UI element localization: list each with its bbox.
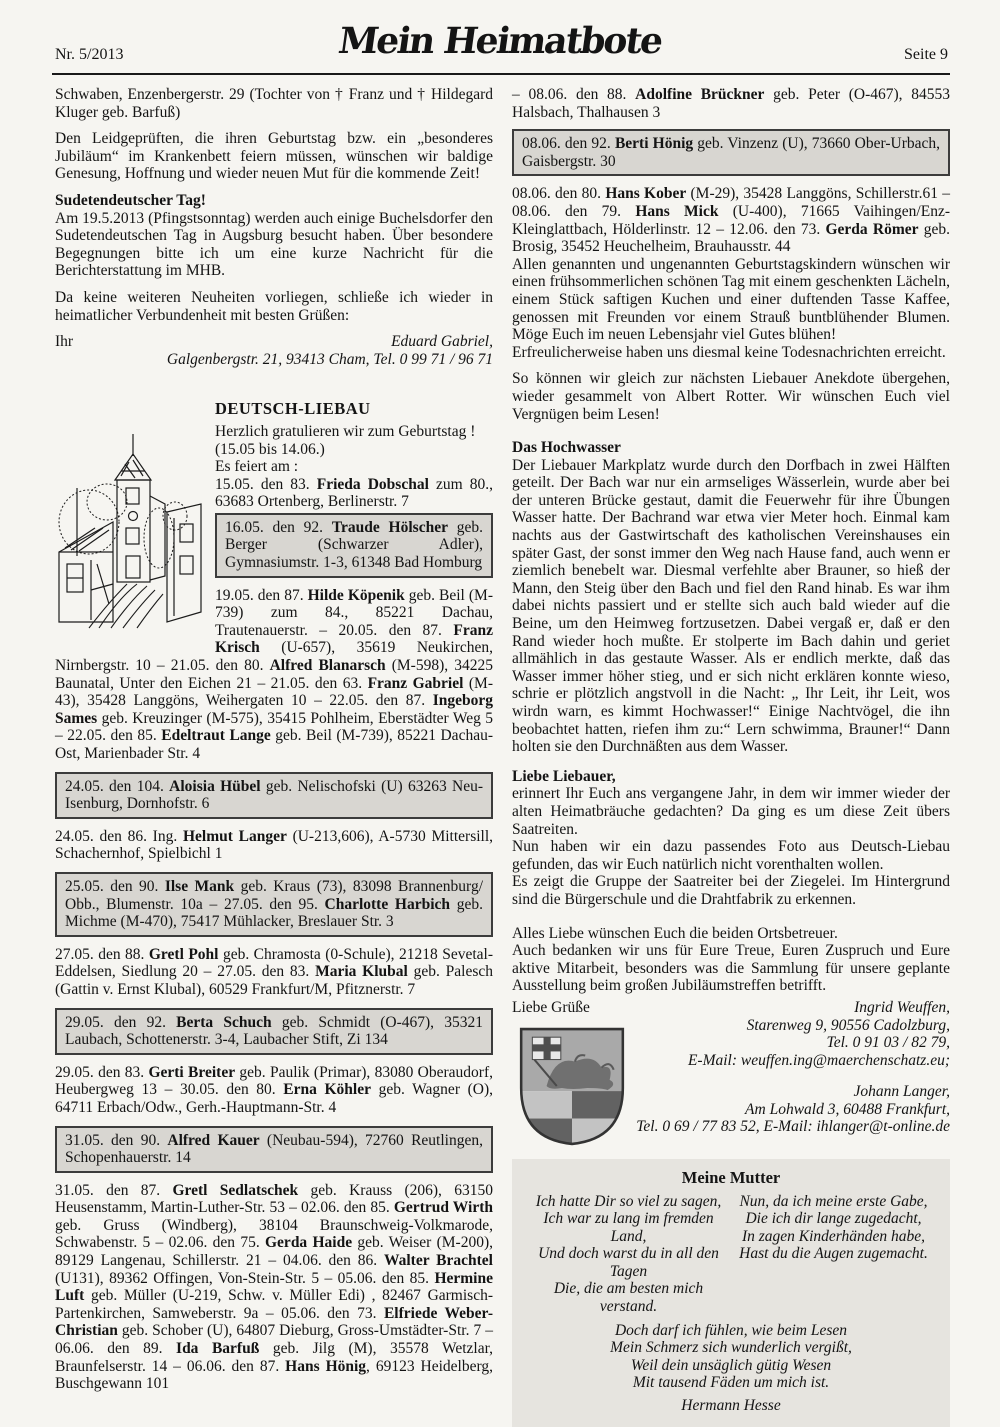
poem-line: In zagen Kinderhänden habe,	[741, 1227, 926, 1245]
page-number: Seite 9	[904, 46, 948, 63]
masthead-title: Mein Heimatbote	[335, 20, 665, 62]
poem-line: Mit tausend Fäden um mich ist.	[632, 1374, 830, 1392]
signature-johann-langer	[512, 1083, 950, 1136]
birthday-entry: 29.05. den 83. Gerti Breiter geb. Paulik (Primar), 83080 Oberaudorf, Heubergweg 13 – 30.05. den 80. Erna Köhler geb. Wagner (O), 64711 Erbach/Odw., Gerh.-Hauptmann-Str. 4	[55, 1063, 493, 1116]
signature-salutation: Ihr	[55, 333, 74, 351]
poem-line: Ich hatte Dir so viel zu sagen,	[535, 1192, 722, 1210]
birthday-highlight-box: 25.05. den 90. Ilse Mank geb. Kraus (73), 83098 Brannenburg/ Obb., Blumenstr. 10a – 27.05. den 95. Charlotte Harbich geb. Michme (M-470), 75417 Mühlacker, Breslauer Str. 3	[55, 872, 493, 937]
paragraph-foto: Nun haben wir ein dazu passendes Foto aus Deutsch-Liebau gefunden, das wir Euch natürlich nicht vorenthalten wollen.	[512, 838, 950, 873]
poem-line: Die, die am besten mich verstand.	[553, 1280, 704, 1316]
signature-eduard-gabriel	[55, 333, 493, 368]
signature-line: Tel. 0 91 03 / 82 79,	[826, 1034, 950, 1052]
signature-address: Galgenbergstr. 21, 93413 Cham, Tel. 0 99 71 / 96 71	[166, 350, 493, 368]
paragraph-leidgepruefte: Den Leidgeprüften, die ihren Geburtstag bzw. ein „besonderes Jubiläum“ im Krankenbett feiern müssen, wünschen wir baldige Genesung, Hoffnung und wieder neuen Mut für die kommende Zeit!	[55, 130, 493, 183]
right-column	[512, 86, 950, 1427]
poem-stanza-center	[526, 1322, 936, 1392]
birthday-entry: 24.05. den 86. Ing. Helmut Langer (U-213,606), A-5730 Mittersill, Schachernhof, Spielbichl 1	[55, 827, 494, 863]
paragraph-saatreiten: erinnert Ihr Euch ans vergangene Jahr, in dem wir immer wieder der alten Heimatbräuche gedachten? Da ging es um diese Zeit übers Saatreiten.	[512, 785, 950, 838]
birthday-highlight-box: 16.05. den 92. Traude Hölscher geb. Berger (Schwarzer Adler), Gymnasiumstr. 1-3, 61348 Bad Homburg	[215, 513, 493, 578]
poem-line: Die ich dir lange zugedacht,	[745, 1210, 922, 1228]
signature-block-ortsbetreuer	[512, 999, 950, 1149]
paragraph-abschluss: Da keine weiteren Neuheiten vorliegen, schließe ich wieder in heimatlicher Verbundenheit mit besten Grüßen:	[55, 288, 493, 324]
signature-line: Am Lohwald 3, 60488 Frankfurt,	[745, 1100, 950, 1118]
birthday-intro-line: Es feiert am :	[215, 458, 299, 476]
birthday-highlight-box: 24.05. den 104. Aloisia Hübel geb. Nelischofski (U) 63263 Neu-Isenburg, Dornhofstr. 6	[55, 772, 493, 819]
birthday-highlight-box: 08.06. den 92. Berti Hönig geb. Vinzenz (U), 73660 Ober-Urbach, Gaisbergstr. 30	[512, 129, 950, 176]
poem-line: Hast du die Augen zugemacht.	[739, 1245, 928, 1263]
heading-liebe-liebauer: Liebe Liebauer,	[512, 767, 616, 785]
heading-sudetendeutscher-tag: Sudetendeutscher Tag!	[55, 191, 206, 209]
poem-author: Hermann Hesse	[681, 1397, 781, 1415]
birthday-entry: 31.05. den 87. Gretl Sedlatschek geb. Krauss (206), 63150 Heusenstamm, Martin-Luther-Str. 53 – 02.06. den 85. Gertrud Wirth geb. Gruss (Windberg), 38104 Braunschweig-Volkmarode, Schwabenstr. 5 – 02.06. den 75. Gerda Haide geb. Weiser (M-200), 89129 Langenau, Schillerstr. 21 – 04.06. den 86. Walter Brachtel (U131), 89362 Offingen, Von-Stein-Str. 5 – 05.06. den 85. Hermine Luft geb. Müller (U-219, Schw. v. Müller Edi) , 82467 Garmisch-Partenkirchen, Samweberstr. 9a – 05.06. den 73. Elfriede Weber-Christian geb. Schober (U), 64807 Dieburg, Gross-Umstädter-Str. 7 – 06.06. den 89. Ida Barfuß geb. Jilg (M), 35578 Wetzlar, Braunfelserstr. 14 – 06.06. den 87. Hans Hönig, 69123 Heidelberg, Buschgewann 101	[55, 1181, 493, 1393]
paragraph-sudetendeutscher-tag: Am 19.5.2013 (Pfingstsonntag) werden auch einige Buchelsdorfer den Sudetendeutschen Tag in Augsburg besucht haben. Über besondere Begegnungen bitte ich um eine kurze Nachricht für die Berichterstattung im MHB.	[55, 209, 493, 280]
paragraph-hochwasser: Der Liebauer Markplatz wurde durch den Dorfbach in zwei Hälften geteilt. Der Bach war nur ein armseliges Wässerlein, wurde aber bei der unteren Brücke gestaut, damit die Feuerwehr für ihre Übungen Wasser hatte. Der Bachrand war etwa vier Meter hoch. Einmal kam nachts aus der Gastwirtschaft des katholischen Vereinshauses ein später Gast, der sonst immer den Weg nach Hause fand, auch wenn er ziemlich benebelt war. Diesmal verfehlte aber Brauner, so hieß der Mann, den Steig über den Bach und fiel den Rand hinab. Es war ihm dabei nichts passiert und er stellte sich auch bald wieder auf die Beine, um den Heimweg fortzusetzen. Dabei vergaß er, daß er den Rand wieder hoch mußte. Er stolperte im Bach dahin und geriet allmählich in das gestaute Wasser. Als er endlich merkte, daß das Wasser immer höher stieg, und er sich nicht erklären konnte wieso, schrie er plötzlich angstvoll in die Nacht: „ Ihr Leit, ihr Leit, wos wirdn warn, es kimmt Hochwasser!“ Einige Nachtvögel, die ihn beobachtet hatten, riefen ihm zu:“ Lern schwimma, Brauner!“ Dann holten sie den Durchnäßten aus dem Wasser.	[512, 456, 950, 756]
birthday-date-range: (15.05 bis 14.06.)	[215, 440, 325, 458]
poem-box-meine-mutter	[512, 1159, 950, 1427]
poem-title: Meine Mutter	[681, 1167, 781, 1187]
signature-line: Johann Langer,	[853, 1082, 950, 1100]
section-deutsch-liebau	[55, 400, 493, 762]
signature-line: Ingrid Weuffen,	[854, 998, 950, 1016]
poem-stanza-right	[731, 1193, 936, 1316]
signature-line: Starenweg 9, 90556 Cadolzburg,	[746, 1016, 950, 1034]
church-street-sketch-image	[55, 424, 205, 630]
section-title-deutsch-liebau: DEUTSCH-LIEBAU	[215, 399, 371, 419]
poem-stanza-left	[526, 1193, 731, 1316]
signature-ingrid-weuffen	[512, 999, 950, 1069]
poem-line: Nun, da ich meine erste Gabe,	[739, 1192, 928, 1210]
paragraph-anekdote: So können wir gleich zur nächsten Liebauer Anekdote übergehen, wieder gesammelt von Albert Rotter. Wir wünschen Euch viel Vergnügen beim Lesen!	[512, 370, 950, 423]
paragraph-todesnachrichten: Erfreulicherweise haben uns diesmal keine Todesnachrichten erreicht.	[512, 343, 946, 361]
poem-stanzas	[526, 1193, 936, 1316]
signature-line: E-Mail: weuffen.ing@maerchenschatz.eu;	[687, 1051, 950, 1069]
birthday-highlight-box: 29.05. den 92. Berta Schuch geb. Schmidt (O-467), 35321 Laubach, Schottenerstr. 3-4, Laubacher Stift, Zi 134	[55, 1008, 493, 1055]
signature-name-address	[167, 333, 493, 368]
paragraph-glueckwuensche: Allen genannten und ungenannten Geburtstagskindern wünschen wir einen frühsommerlichen schönen Tag mit einem geschenkten Lächeln, einem Stück saftigen Kuchen und einer duftenden Tasse Kaffee, genossen mit Freunden vor einem Strauß buntblühender Blumen. Möge Euch im neuen Lebensjahr viel Gutes blühen!	[512, 255, 950, 344]
paragraph-schwaben: Schwaben, Enzenbergerstr. 29 (Tochter von † Franz und † Hildegard Kluger geb. Barfuß)	[55, 86, 493, 121]
poem-line: Mein Schmerz sich wunderlich vergißt,	[610, 1339, 852, 1357]
poem-line: Weil dein unsäglich gütig Wesen	[630, 1356, 832, 1374]
heading-das-hochwasser: Das Hochwasser	[512, 439, 621, 457]
signature-name: Eduard Gabriel,	[391, 333, 493, 351]
poem-line: Und doch warst du in all den Tagen	[538, 1245, 719, 1280]
paragraph-ortsbetreuer: Alles Liebe wünschen Euch die beiden Ortsbetreuer.	[512, 924, 838, 942]
signature-line: Tel. 0 69 / 77 83 52, E-Mail: ihlanger@t-online.de	[636, 1118, 950, 1136]
signature-salutation: Liebe Grüße	[512, 998, 590, 1016]
birthday-entry: – 08.06. den 88. Adolfine Brückner geb. Peter (O-467), 84553 Halsbach, Thalhausen 3	[512, 86, 950, 121]
issue-number: Nr. 5/2013	[55, 46, 124, 63]
birthday-entry: 27.05. den 88. Gretl Pohl geb. Chramosta (0-Schule), 21218 Sevetal-Eddelsen, Siedlung 20 – 27.05. den 83. Maria Klubal geb. Palesch (Gattin v. Ernst Klubal), 60529 Frankfurt/M, Pfitznerstr. 7	[55, 945, 493, 998]
birthday-entry: 15.05. den 83. Frieda Dobschal zum 80., 63683 Ortenberg, Berlinerstr. 7	[215, 475, 493, 511]
header-divider	[52, 73, 950, 75]
poem-line: Ich war zu lang im fremden Land,	[543, 1210, 714, 1245]
left-column	[55, 86, 493, 1402]
poem-line: Doch darf ich fühlen, wie beim Lesen	[614, 1321, 848, 1339]
birthday-entry: 08.06. den 80. Hans Kober (M-29), 35428 Langgöns, Schillerstr.61 – 08.06. den 79. Hans Mick (U-400), 71665 Vaihingen/Enz-Kleinglattbach, Hölderlinstr. 12 – 12.06. den 73. Gerda Römer geb. Brosig, 35452 Heuchelheim, Brauhausstr. 44	[512, 185, 950, 256]
birthday-intro-line: Herzlich gratulieren wir zum Geburtstag !	[215, 422, 476, 440]
birthday-highlight-box: 31.05. den 90. Alfred Kauer (Neubau-594), 72760 Reutlingen, Schopenhauerstr. 14	[55, 1126, 493, 1173]
paragraph-ziegelei: Es zeigt die Gruppe der Saatreiter bei der Ziegelei. Im Hintergrund sind die Bürgerschule und die Drahtfabrik zu erkennen.	[512, 873, 950, 908]
paragraph-dank: Auch bedanken wir uns für Eure Treue, Euren Zuspruch und Eure aktive Mitarbeit, besonders was die Sammlung für unsere geplante Ausstellung beim großen Jubiläumstreffen betrifft.	[512, 942, 950, 995]
birthday-entry: 19.05. den 87. Hilde Köpenik geb. Beil (M-739) zum 84., 85221 Dachau, Trautenauerstr. – 20.05. den 87. Franz Krisch (U-657), 35619 Neukirchen, Nirnbergstr. 10 – 21.05. den 80. Alfred Blanarsch (M-598), 34225 Baunatal, Unter den Eichen 21 – 21.05. den 63. Franz Gabriel (M-43), 35428 Langgöns, Weihergaten 10 – 22.05. den 87. Ingeborg Sames geb. Kreuzinger (M-575), 35415 Pohlheim, Eberstädter Weg 5 – 22.05. den 85. Edeltraut Lange geb. Beil (M-739), 85221 Dachau-Ost, Marienbader Str. 4	[55, 586, 493, 762]
